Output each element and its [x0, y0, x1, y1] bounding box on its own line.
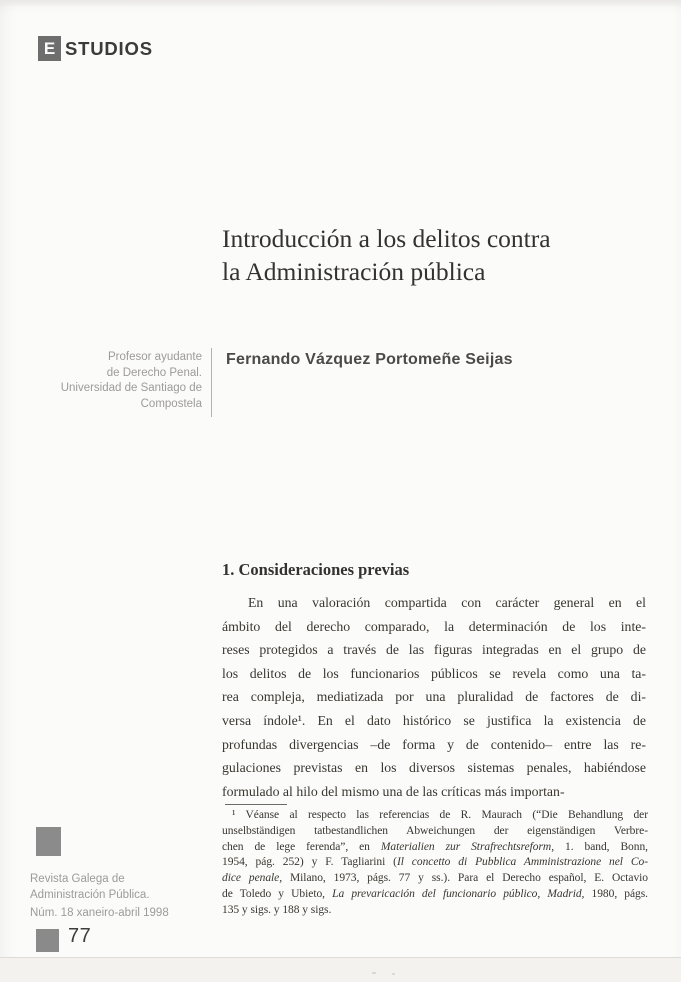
page-number-square-icon [36, 929, 59, 952]
text-line: Universidad de Santiago de [60, 382, 202, 394]
text-line: gulaciones previstas en los diversos sistemas penales, habiéndose [222, 760, 646, 776]
text-line: versa índole¹. En el dato histórico se justifica la existencia de [222, 712, 646, 728]
author-divider-line [211, 348, 212, 417]
text-line: la Administración pública [222, 257, 486, 286]
page-bottom-edge [0, 957, 681, 982]
estudios-logo-box-icon [38, 36, 61, 61]
text-line: de Toledo y Ubieto, La prevaricación del funcionario público, Madrid, 1980, págs. [222, 887, 648, 900]
estudios-logo-letter: E [43, 38, 56, 58]
text-line: profundas divergencias –de forma y de contenido– entre las re- [222, 736, 646, 752]
text-line: formulado al hilo del mismo una de las críticas más importan- [222, 783, 565, 799]
text-line: rea compleja, mediatizada por una pluralidad de factores de di- [222, 689, 646, 705]
text-line: Administración Pública. [30, 888, 150, 901]
text-line: chen de lege ferenda”, en Materialien zur Strafrechtsreform, 1. band, Bonn, [222, 840, 648, 853]
scan-artifact [372, 972, 376, 974]
text-line: Compostela [140, 397, 202, 410]
text-line: de Derecho Penal. [106, 366, 202, 379]
estudios-label: STUDIOS [65, 37, 153, 59]
text-line: Profesor ayudante [108, 351, 202, 363]
article-title [222, 222, 657, 288]
text-line: 1954, pág. 252) y F. Tagliarini (Il concetto di Pubblica Amministrazione nel Co- [222, 856, 648, 869]
text-line: ¹ Véanse al respecto las referencias de R. Maurach (“Die Behandlung der [232, 809, 648, 821]
text-line: Revista Galega de [30, 873, 125, 885]
scan-artifact [392, 973, 395, 975]
section-heading: 1. Consideraciones previas [222, 560, 410, 579]
text-line: En una valoración compartida con carácter general en el [248, 595, 646, 610]
footnote [222, 808, 648, 919]
sidebar-accent-square-icon [36, 827, 61, 856]
page-top-edge [0, 0, 681, 7]
text-line: reses protegidos a través de las figuras integradas en el grupo de [222, 642, 646, 658]
estudios-section-header [38, 36, 153, 61]
journal-info-block [30, 872, 215, 922]
footnote-separator-rule [225, 804, 287, 805]
author-affiliation [28, 350, 202, 412]
text-line: Introducción a los delitos contra [222, 224, 551, 253]
journal-title [30, 872, 215, 903]
author-name: Fernando Vázquez Portomeñe Seijas [226, 351, 513, 368]
text-line: 135 y sigs. y 188 y sigs. [222, 903, 332, 916]
text-line: los delitos de los funcionarios públicos se revela como una ta- [222, 665, 646, 681]
text-line: unselbständigen tatbestandlichen Abweichungen der eigenständigen Verbre- [222, 824, 648, 837]
journal-issue: Núm. 18 xaneiro-abril 1998 [30, 907, 169, 919]
body-paragraph [222, 591, 646, 803]
text-line: ámbito del derecho comparado, la determinación de los inte- [222, 618, 646, 634]
page-number: 77 [68, 925, 92, 947]
text-line: dice penale, Milano, 1973, págs. 77 y ss.). Para el Derecho español, E. Octavio [222, 872, 649, 885]
